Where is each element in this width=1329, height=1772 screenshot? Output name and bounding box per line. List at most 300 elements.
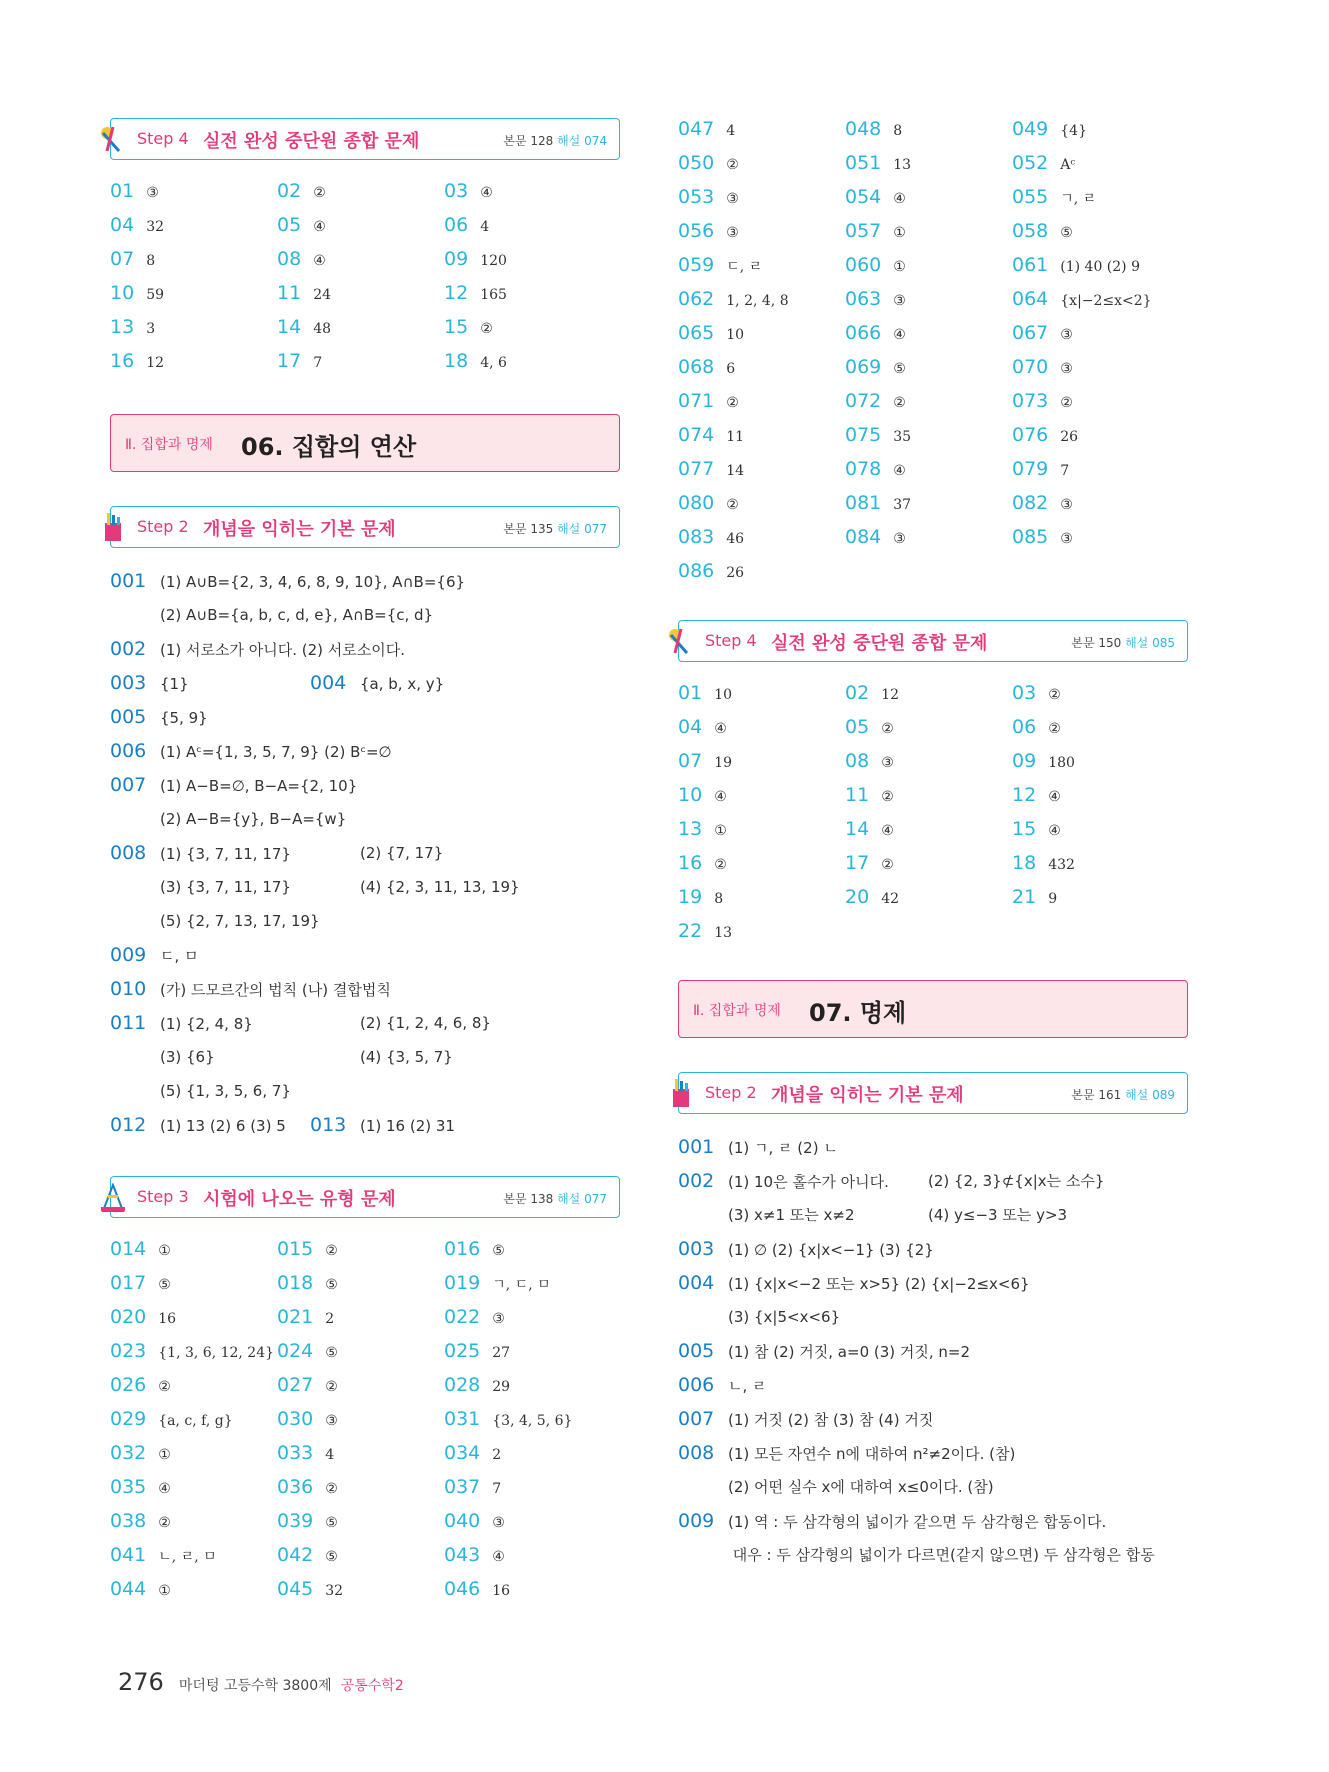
answer-value: ④ [1048, 823, 1061, 839]
answer-number: 05 [845, 716, 870, 738]
answer-value: ① [893, 259, 906, 275]
answer-item [444, 344, 507, 378]
answer-number: 09 [1012, 750, 1037, 772]
reference: 본문 161 해설 089 [1071, 1088, 1175, 1102]
answer-item [444, 1436, 501, 1470]
answer-item [1012, 452, 1069, 486]
answer-number: 038 [110, 1510, 147, 1532]
question-number: 008 [678, 1442, 715, 1464]
answer-value: 165 [480, 287, 507, 303]
step-title: 개념을 익히는 기본 문제 [771, 1085, 964, 1106]
answer-value: ③ [893, 531, 906, 547]
question-number: 002 [110, 638, 147, 660]
answer-item [845, 452, 906, 486]
answer-value: ⑤ [1060, 225, 1073, 241]
answer-number: 033 [277, 1442, 314, 1464]
answer-value: ① [158, 1583, 171, 1599]
answer-value: ① [158, 1447, 171, 1463]
answer-number: 026 [110, 1374, 147, 1396]
answer-value: ④ [1048, 789, 1061, 805]
answer-value: ② [881, 857, 894, 873]
answer-value: 432 [1048, 857, 1075, 873]
answer-number: 064 [1012, 288, 1049, 310]
answer-text: {1} [160, 675, 189, 693]
answer-value: 32 [146, 219, 165, 235]
answer-value: 13 [714, 925, 733, 941]
question-number: 008 [110, 842, 147, 864]
answer-item [1012, 146, 1075, 180]
step-title: 실전 완성 중단원 종합 문제 [203, 131, 420, 152]
answer-line [110, 666, 445, 700]
question-number: 005 [678, 1340, 715, 1362]
answer-value: ㄴ, ㄹ, ㅁ [158, 1549, 217, 1565]
question-number: 013 [310, 1114, 347, 1136]
answer-number: 055 [1012, 186, 1049, 208]
answer-value: ③ [726, 225, 739, 241]
answer-item [444, 208, 489, 242]
answer-line [678, 1232, 934, 1266]
answer-item [1012, 282, 1152, 316]
answer-item [678, 282, 789, 316]
answer-value: {a, c, f, g} [158, 1413, 233, 1429]
answer-number: 027 [277, 1374, 314, 1396]
answer-item [678, 384, 739, 418]
answer-value: 9 [1048, 891, 1058, 907]
answer-number: 022 [444, 1306, 481, 1328]
step-label: Step 4 [705, 631, 757, 650]
answer-number: 069 [845, 356, 882, 378]
answer-value: ④ [158, 1481, 171, 1497]
answer-value: 59 [146, 287, 165, 303]
answer-number: 076 [1012, 424, 1049, 446]
answer-item [678, 880, 723, 914]
answer-number: 070 [1012, 356, 1049, 378]
answer-item [678, 214, 739, 248]
answer-line [678, 1504, 1106, 1538]
answer-item [110, 344, 164, 378]
subject-title: 공통수학2 [340, 1678, 404, 1694]
answer-item [678, 112, 735, 146]
answer-item [845, 486, 911, 520]
answer-number: 072 [845, 390, 882, 412]
reference: 본문 128 해설 074 [503, 134, 607, 148]
step-title: 실전 완성 중단원 종합 문제 [771, 633, 988, 654]
answer-item [444, 1368, 510, 1402]
answer-value: 120 [480, 253, 507, 269]
answer-item [110, 310, 155, 344]
answer-item [1012, 180, 1096, 214]
pencil-compass-icon [667, 625, 695, 657]
answer-item [1012, 418, 1078, 452]
answer-value: {x|−2≤x<2} [1060, 293, 1152, 309]
answer-number: 032 [110, 1442, 147, 1464]
answer-number: 047 [678, 118, 715, 140]
question-number: 011 [110, 1012, 147, 1034]
page-footer [118, 1668, 404, 1696]
answer-value: 4 [325, 1447, 335, 1463]
answer-text: (3) {3, 7, 11, 17} [160, 878, 291, 896]
answer-number: 082 [1012, 492, 1049, 514]
answer-item [678, 350, 735, 384]
answer-line [678, 1266, 1030, 1300]
answer-item [277, 1538, 338, 1572]
answer-value: ③ [492, 1515, 505, 1531]
answer-number: 056 [678, 220, 715, 242]
answer-number: 08 [845, 750, 870, 772]
answer-value: ④ [893, 191, 906, 207]
answer-line [678, 1436, 1015, 1470]
answer-item [678, 520, 744, 554]
answer-value: 26 [1060, 429, 1079, 445]
answer-value: 10 [714, 687, 733, 703]
answer-value: ② [726, 157, 739, 173]
answer-item [444, 1538, 505, 1572]
pencil-cup-icon [667, 1077, 695, 1109]
answer-item [444, 1300, 505, 1334]
answer-value: 37 [893, 497, 912, 513]
answer-value: ⑤ [325, 1277, 338, 1293]
answer-value: ④ [492, 1549, 505, 1565]
answer-value: ① [158, 1243, 171, 1259]
ruler-tower-icon [99, 1181, 127, 1213]
question-number: 007 [110, 774, 147, 796]
answer-value: 7 [492, 1481, 502, 1497]
answer-item [277, 1300, 334, 1334]
answer-number: 08 [277, 248, 302, 270]
answer-value: 46 [726, 531, 745, 547]
pencil-compass-icon [99, 123, 127, 155]
answer-number: 078 [845, 458, 882, 480]
answer-item [1012, 812, 1061, 846]
answer-value: ② [893, 395, 906, 411]
answer-value: Aᶜ [1060, 157, 1076, 173]
step2-header-left [110, 506, 620, 548]
answer-value: ② [325, 1481, 338, 1497]
answer-item [277, 1334, 338, 1368]
answer-value: 8 [714, 891, 724, 907]
answer-item [1012, 316, 1073, 350]
answer-number: 18 [444, 350, 469, 372]
answer-number: 083 [678, 526, 715, 548]
answer-value: ④ [714, 789, 727, 805]
answer-item [1012, 846, 1075, 880]
answer-text-secondary: (2) {1, 2, 4, 6, 8} [360, 1014, 491, 1032]
answer-number: 10 [678, 784, 703, 806]
question-number: 002 [678, 1170, 715, 1192]
answer-number: 062 [678, 288, 715, 310]
answer-item [1012, 778, 1061, 812]
answer-number: 04 [110, 214, 135, 236]
answer-number: 13 [110, 316, 135, 338]
answer-line [110, 632, 405, 666]
answer-number: 063 [845, 288, 882, 310]
answer-text: (3) x≠1 또는 x≠2 [728, 1206, 855, 1224]
answer-number: 01 [678, 682, 703, 704]
answer-line [110, 700, 208, 734]
answer-number: 031 [444, 1408, 481, 1430]
question-number: 006 [110, 740, 147, 762]
answer-number: 060 [845, 254, 882, 276]
answer-number: 066 [845, 322, 882, 344]
answer-item [110, 1402, 233, 1436]
step4-header-left [110, 118, 620, 160]
answer-value: 16 [158, 1311, 177, 1327]
answer-number: 05 [277, 214, 302, 236]
answer-value: ⑤ [325, 1515, 338, 1531]
answer-value: ② [325, 1243, 338, 1259]
answer-value: ② [714, 857, 727, 873]
answer-number: 11 [845, 784, 870, 806]
answer-number: 068 [678, 356, 715, 378]
answer-item [845, 282, 906, 316]
answer-text: (1) {2, 4, 8} [160, 1015, 253, 1033]
answer-value: ③ [893, 293, 906, 309]
answer-item [277, 242, 326, 276]
reference: 본문 138 해설 077 [503, 1192, 607, 1206]
chapter-label: Ⅱ. 집합과 명제 [693, 1003, 781, 1019]
answer-value: ② [881, 789, 894, 805]
answer-number: 07 [678, 750, 703, 772]
answer-text: (3) {x|5<x<6} [728, 1308, 841, 1326]
answer-number: 020 [110, 1306, 147, 1328]
chapter-header-07 [678, 980, 1188, 1038]
answer-number: 20 [845, 886, 870, 908]
answer-number: 049 [1012, 118, 1049, 140]
answer-item [277, 1504, 338, 1538]
question-number: 003 [678, 1238, 715, 1260]
answer-value: ㄷ, ㄹ [726, 259, 763, 275]
answer-item [444, 1334, 510, 1368]
answer-line [678, 1470, 994, 1504]
answer-item [678, 452, 744, 486]
answer-value: ② [1048, 687, 1061, 703]
answer-number: 037 [444, 1476, 481, 1498]
answer-text: (2) A∪B={a, b, c, d, e}, A∩B={c, d} [160, 606, 434, 624]
answer-value: 6 [726, 361, 736, 377]
answer-value: 4, 6 [480, 355, 507, 371]
answer-number: 051 [845, 152, 882, 174]
answer-value: 27 [492, 1345, 511, 1361]
answer-number: 040 [444, 1510, 481, 1532]
answer-value: 35 [893, 429, 912, 445]
answer-value: ④ [893, 463, 906, 479]
answer-number: 039 [277, 1510, 314, 1532]
answer-value: 3 [146, 321, 156, 337]
answer-number: 07 [110, 248, 135, 270]
answer-text: (1) {3, 7, 11, 17} [160, 845, 291, 863]
answer-text: (1) {x|x<−2 또는 x>5} (2) {x|−2≤x<6} [728, 1275, 1030, 1293]
answer-item [277, 1470, 338, 1504]
answer-value: 26 [726, 565, 745, 581]
answer-text: {5, 9} [160, 709, 208, 727]
answer-value: ④ [313, 253, 326, 269]
answer-text: (가) 드모르간의 법칙 (나) 결합법칙 [160, 981, 391, 999]
answer-item [110, 1232, 171, 1266]
answer-text: (1) Aᶜ={1, 3, 5, 7, 9} (2) Bᶜ=∅ [160, 743, 392, 761]
answer-line [110, 836, 444, 870]
answer-number: 019 [444, 1272, 481, 1294]
answer-number: 029 [110, 1408, 147, 1430]
answer-text-secondary: (4) {2, 3, 11, 13, 19} [360, 878, 520, 896]
answer-item [110, 174, 159, 208]
answer-text-secondary: (4) {3, 5, 7} [360, 1048, 453, 1066]
answer-item [277, 208, 326, 242]
answer-number: 059 [678, 254, 715, 276]
answer-item [845, 146, 911, 180]
answer-value: ③ [325, 1413, 338, 1429]
answer-number: 030 [277, 1408, 314, 1430]
question-number: 003 [110, 672, 147, 694]
answer-number: 016 [444, 1238, 481, 1260]
answer-value: (1) 40 (2) 9 [1060, 259, 1140, 275]
answer-item [1012, 676, 1061, 710]
answer-number: 034 [444, 1442, 481, 1464]
answer-number: 085 [1012, 526, 1049, 548]
answer-item [1012, 112, 1087, 146]
answer-item [845, 112, 902, 146]
answer-item [845, 846, 894, 880]
answer-number: 028 [444, 1374, 481, 1396]
answer-item [1012, 214, 1073, 248]
answer-number: 018 [277, 1272, 314, 1294]
answer-item [845, 676, 899, 710]
answer-item [1012, 486, 1073, 520]
chapter-label: Ⅱ. 집합과 명제 [125, 437, 213, 453]
answer-number: 041 [110, 1544, 147, 1566]
answer-value: ① [714, 823, 727, 839]
answer-value: ③ [881, 755, 894, 771]
answer-value: ③ [492, 1311, 505, 1327]
answer-item [678, 418, 744, 452]
answer-number: 13 [678, 818, 703, 840]
answer-number: 14 [845, 818, 870, 840]
chapter-header-06 [110, 414, 620, 472]
question-number: 009 [110, 944, 147, 966]
answer-item [1012, 710, 1061, 744]
answer-line [110, 1006, 491, 1040]
answer-item [845, 880, 899, 914]
answer-value: 19 [714, 755, 733, 771]
answer-text: (1) ∅ (2) {x|x<−1} (3) {2} [728, 1241, 934, 1259]
answer-text: (5) {2, 7, 13, 17, 19} [160, 912, 320, 930]
answer-text: ㄷ, ㅁ [160, 947, 199, 965]
question-number: 012 [110, 1114, 147, 1136]
answer-item [678, 846, 727, 880]
answer-value: ㄱ, ㄷ, ㅁ [492, 1277, 551, 1293]
answer-item [845, 812, 894, 846]
answer-value: ④ [881, 823, 894, 839]
answer-value: ④ [313, 219, 326, 235]
answer-line [678, 1300, 840, 1334]
answer-number: 22 [678, 920, 703, 942]
answer-item [1012, 744, 1075, 778]
answer-text: (1) A−B=∅, B−A={2, 10} [160, 777, 358, 795]
answer-item [845, 350, 906, 384]
answer-text-secondary: (2) {7, 17} [360, 844, 444, 862]
answer-number: 084 [845, 526, 882, 548]
answer-item [845, 778, 894, 812]
answer-value: 42 [881, 891, 900, 907]
answer-line [110, 564, 465, 598]
answer-value: 180 [1048, 755, 1075, 771]
answer-number: 15 [444, 316, 469, 338]
answer-value: ⑤ [325, 1549, 338, 1565]
answer-value: ② [1048, 721, 1061, 737]
answer-number: 11 [277, 282, 302, 304]
answer-value: ② [1060, 395, 1073, 411]
answer-text: {a, b, x, y} [360, 675, 445, 693]
answer-number: 035 [110, 1476, 147, 1498]
answer-number: 065 [678, 322, 715, 344]
answer-item [110, 242, 155, 276]
answer-value: 10 [726, 327, 745, 343]
answer-value: 32 [325, 1583, 344, 1599]
answer-item [444, 1402, 572, 1436]
answer-item [845, 520, 906, 554]
answer-value: ⑤ [492, 1243, 505, 1259]
answer-number: 052 [1012, 152, 1049, 174]
answer-text-secondary: (2) {2, 3}⊄{x|x는 소수} [928, 1172, 1105, 1190]
answer-item [110, 1368, 171, 1402]
answer-number: 023 [110, 1340, 147, 1362]
answer-value: {3, 4, 5, 6} [492, 1413, 573, 1429]
answer-value: ③ [1060, 531, 1073, 547]
question-number: 009 [678, 1510, 715, 1532]
answer-item [845, 744, 894, 778]
reference: 본문 135 해설 077 [503, 522, 607, 536]
answer-line [110, 1108, 455, 1142]
answer-number: 067 [1012, 322, 1049, 344]
answer-item [678, 778, 727, 812]
answer-value: 2 [325, 1311, 335, 1327]
answer-item [277, 174, 326, 208]
answer-number: 086 [678, 560, 715, 582]
answer-item [444, 1232, 505, 1266]
answer-value: ⑤ [893, 361, 906, 377]
answer-text: (1) 거짓 (2) 참 (3) 참 (4) 거짓 [728, 1411, 934, 1429]
answer-text: ㄴ, ㄹ [728, 1377, 767, 1395]
answer-line [110, 598, 433, 632]
answer-value: 8 [893, 123, 903, 139]
answer-value: ① [893, 225, 906, 241]
answer-value: ⑤ [158, 1277, 171, 1293]
answer-text: (1) 참 (2) 거짓, a=0 (3) 거짓, n=2 [728, 1343, 971, 1361]
answer-value: 29 [492, 1379, 511, 1395]
answer-number: 074 [678, 424, 715, 446]
answer-item [444, 1504, 505, 1538]
answer-item [277, 1232, 338, 1266]
answer-value: {1, 3, 6, 12, 24} [158, 1345, 275, 1361]
answer-item [277, 344, 322, 378]
answer-number: 061 [1012, 254, 1049, 276]
answer-item [845, 710, 894, 744]
answer-number: 06 [1012, 716, 1037, 738]
step4-header-right [678, 620, 1188, 662]
answer-value: ② [726, 497, 739, 513]
answer-number: 025 [444, 1340, 481, 1362]
book-title: 마더텅 고등수학 3800제 [178, 1678, 332, 1694]
answer-number: 075 [845, 424, 882, 446]
answer-item [1012, 880, 1057, 914]
answer-value: ② [881, 721, 894, 737]
page-number: 276 [118, 1668, 164, 1696]
answer-number: 10 [110, 282, 135, 304]
answer-item [277, 1572, 343, 1606]
answer-number: 15 [1012, 818, 1037, 840]
answer-text-secondary: (4) y≤−3 또는 y>3 [928, 1206, 1068, 1224]
answer-value: ③ [1060, 327, 1073, 343]
answer-value: 1, 2, 4, 8 [726, 293, 789, 309]
